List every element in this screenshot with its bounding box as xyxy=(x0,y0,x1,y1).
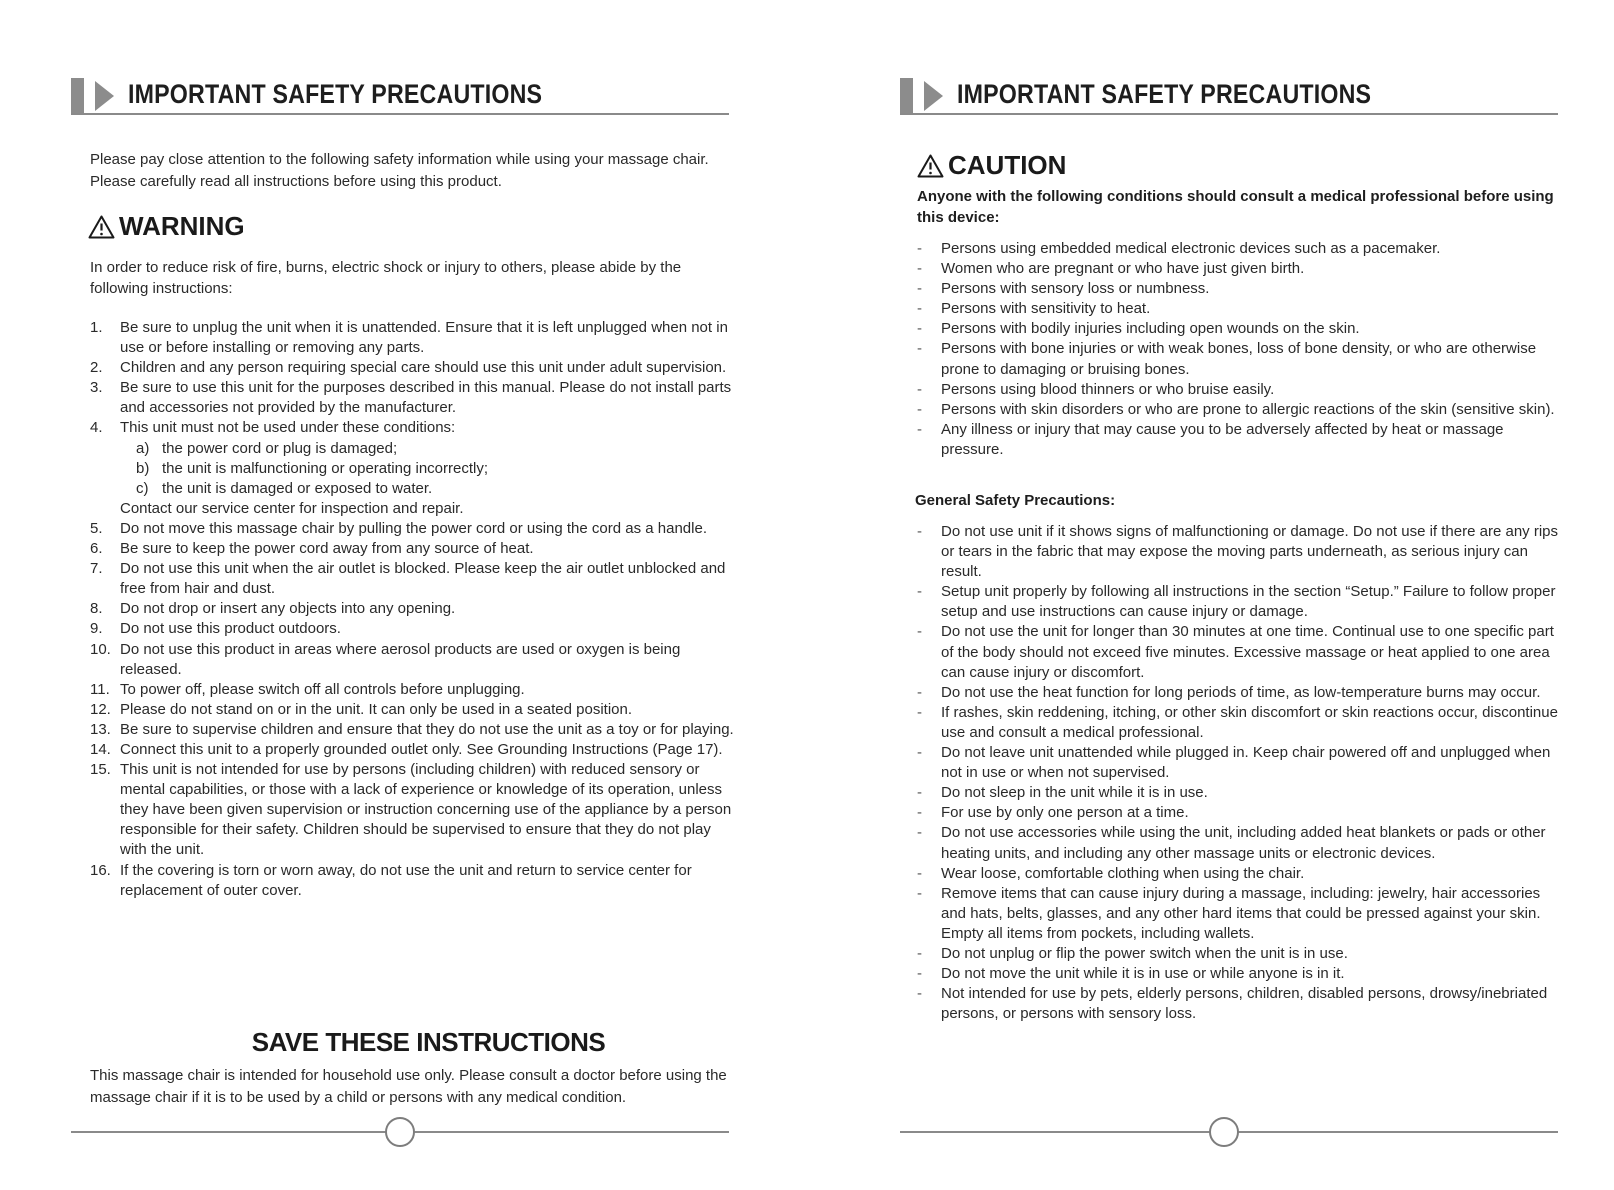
list-item: 4. This unit must not be used under these conditions: a) the power cord or plug is damaged; b) the unit is malfunctioning or operating incorrectly; c) the unit is damaged or exposed to water. Contact our service center for inspection and repair. xyxy=(90,418,740,518)
list-item: - Wear loose, comfortable clothing when using the chair. xyxy=(917,864,1567,884)
list-item: - Persons with bodily injuries including open wounds on the skin. xyxy=(917,319,1567,339)
sub-list-item: c) the unit is damaged or exposed to water. xyxy=(136,479,433,497)
list-item: - Setup unit properly by following all instructions in the section “Setup.” Failure to follow proper setup and use instructions can cause injury or damage. xyxy=(917,582,1567,622)
list-item: 14. Connect this unit to a properly grounded outlet only. See Grounding Instructions (Page 17). xyxy=(90,740,723,758)
list-item: - If rashes, skin reddening, itching, or other skin discomfort or skin reactions occur, discontinue use and consult a medical professional. xyxy=(917,703,1567,743)
list-item: 2. Children and any person requiring special care should use this unit under adult supervision. xyxy=(90,359,727,377)
general-precautions-list xyxy=(917,522,1567,1024)
section-header xyxy=(71,77,729,115)
warning-intro: In order to reduce risk of fire, burns, electric shock or injury to others, please abide by the following instructions: xyxy=(90,259,682,297)
save-instructions-text: This massage chair is intended for household use only. Please consult a doctor before using the massage chair if it is to be used by a child or persons with any medical condition. xyxy=(90,1067,727,1106)
right-page xyxy=(807,0,1614,1190)
caution-intro: Anyone with the following conditions should consult a medical professional before using this device: xyxy=(917,188,1554,226)
list-item: 6. Be sure to keep the power cord away from any source of heat. xyxy=(90,540,534,558)
caution-heading xyxy=(917,150,1066,181)
warning-title: WARNING xyxy=(119,211,245,241)
list-item: 12. Please do not stand on or in the unit. It can only be used in a seated position. xyxy=(90,700,633,718)
page-number-circle xyxy=(1209,1117,1239,1147)
list-item: 11. To power off, please switch off all controls before unplugging. xyxy=(90,680,525,698)
list-item: 3. Be sure to use this unit for the purposes described in this manual. Please do not install parts and accessories not provided by the manufacturer. xyxy=(90,379,732,417)
header-bar-decoration xyxy=(71,78,84,113)
list-item: 7. Do not use this unit when the air outlet is blocked. Please keep the air outlet unblocked and free from hair and dust. xyxy=(90,560,726,598)
list-item: - Do not unplug or flip the power switch when the unit is in use. xyxy=(917,944,1567,964)
list-item: - Persons using blood thinners or who bruise easily. xyxy=(917,380,1567,400)
list-item: 15. This unit is not intended for use by persons (including children) with reduced sensory or mental capabilities, or those with a lack of experience or knowledge of its operation, unless they have been given supervision or instruction concerning use of the appliance by a person responsible for their safety. Children should be supervised to ensure that they do not play with the unit. xyxy=(90,761,732,859)
list-item: 13. Be sure to supervise children and ensure that they do not use the unit as a toy or for playing. xyxy=(90,720,734,738)
warning-heading xyxy=(88,211,245,242)
conditions-sublist xyxy=(120,439,740,499)
intro-paragraph: Please pay close attention to the following safety information while using your massage chair. Please carefully read all instructions before using this product. xyxy=(90,151,709,190)
list-item: - Do not move the unit while it is in use or while anyone is in it. xyxy=(917,964,1567,984)
list-item: - Not intended for use by pets, elderly persons, children, disabled persons, drowsy/inebriated persons, or persons with sensory loss. xyxy=(917,984,1567,1024)
general-precautions-heading: General Safety Precautions: xyxy=(915,492,1116,509)
warning-instructions-list xyxy=(90,318,740,901)
contact-note: Contact our service center for inspection and repair. xyxy=(120,499,464,517)
header-arrow-icon xyxy=(924,81,943,111)
sub-list-item: b) the unit is malfunctioning or operating incorrectly; xyxy=(136,459,489,477)
section-title: IMPORTANT SAFETY PRECAUTIONS xyxy=(957,79,1372,109)
list-item: - For use by only one person at a time. xyxy=(917,803,1567,823)
list-item: - Persons with skin disorders or who are prone to allergic reactions of the skin (sensitive skin). xyxy=(917,400,1567,420)
warning-triangle-icon xyxy=(88,215,115,239)
list-item: 9. Do not use this product outdoors. xyxy=(90,620,341,638)
save-instructions-heading: SAVE THESE INSTRUCTIONS xyxy=(251,1027,606,1057)
caution-title: CAUTION xyxy=(948,150,1067,180)
list-item: - Persons with bone injuries or with weak bones, loss of bone density, or who are otherwise prone to damaging or bruising bones. xyxy=(917,339,1567,379)
page-number-circle xyxy=(385,1117,415,1147)
list-item: - Any illness or injury that may cause you to be adversely affected by heat or massage pressure. xyxy=(917,420,1567,460)
section-title: IMPORTANT SAFETY PRECAUTIONS xyxy=(128,79,543,109)
list-item: 8. Do not drop or insert any objects into any opening. xyxy=(90,600,456,618)
list-item: 10. Do not use this product in areas where aerosol products are used or oxygen is being released. xyxy=(90,640,681,678)
header-arrow-icon xyxy=(95,81,114,111)
list-item: - Women who are pregnant or who have just given birth. xyxy=(917,259,1567,279)
section-header xyxy=(900,77,1558,115)
list-item: - Do not use the heat function for long periods of time, as low-temperature burns may occur. xyxy=(917,683,1567,703)
list-item: - Persons with sensitivity to heat. xyxy=(917,299,1567,319)
list-item: - Do not leave unit unattended while plugged in. Keep chair powered off and unplugged when not in use or when not supervised. xyxy=(917,743,1567,783)
list-item: - Do not use accessories while using the unit, including added heat blankets or pads or other heating units, and including any other massage units or electronic devices. xyxy=(917,823,1567,863)
list-item: 1. Be sure to unplug the unit when it is unattended. Ensure that it is left unplugged when not in use or before installing or removing any parts. xyxy=(90,319,728,357)
sub-list-item: a) the power cord or plug is damaged; xyxy=(136,439,398,457)
list-item: 16. If the covering is torn or worn away, do not use the unit and return to service center for replacement of outer cover. xyxy=(90,861,692,899)
list-item: - Persons with sensory loss or numbness. xyxy=(917,279,1567,299)
header-bar-decoration xyxy=(900,78,913,113)
caution-triangle-icon xyxy=(917,154,944,178)
list-item: - Do not sleep in the unit while it is in use. xyxy=(917,783,1567,803)
list-item: - Remove items that can cause injury during a massage, including: jewelry, hair accessories and hats, belts, glasses, and any other hard items that could be pressed against your skin. Empty all items from pockets, including wallets. xyxy=(917,884,1567,944)
list-item: 5. Do not move this massage chair by pulling the power cord or using the cord as a handle. xyxy=(90,519,707,537)
list-item: - Persons using embedded medical electronic devices such as a pacemaker. xyxy=(917,239,1567,259)
list-item: - Do not use unit if it shows signs of malfunctioning or damage. Do not use if there are any rips or tears in the fabric that may expose the moving parts underneath, as serious injury can result. xyxy=(917,522,1567,582)
list-item: - Do not use the unit for longer than 30 minutes at one time. Continual use to one specific part of the body should not exceed five minutes. Excessive massage or heat applied to one area can cause injury or discomfort. xyxy=(917,622,1567,682)
medical-conditions-list xyxy=(917,239,1567,460)
